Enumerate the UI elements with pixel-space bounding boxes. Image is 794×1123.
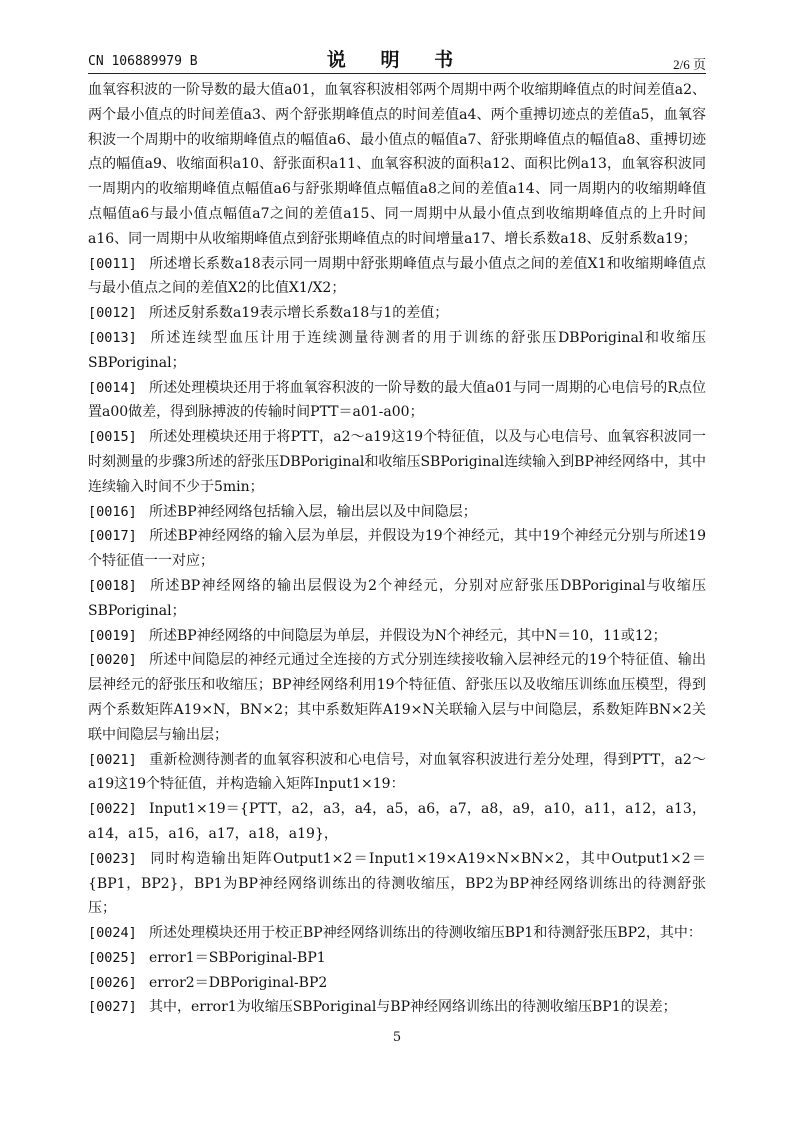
paragraph-text: error2＝DBPoriginal-BP2 [149,974,328,991]
paragraph-0020 [88,648,706,747]
paragraph-text: 所述连续型血压计用于连续测量待测者的用于训练的舒张压DBPoriginal和收缩压SBPoriginal； [88,329,706,371]
paragraph-number: [0026] [88,974,137,991]
paragraph-0026 [88,971,706,996]
paragraph-text: 其中，error1为收缩压SBPoriginal与BP神经网络训练出的待测收缩压BP1的误差； [149,999,677,1016]
page-label: 2/6 页 [673,57,706,72]
paragraph-0017 [88,524,706,574]
paragraph-text: 所述BP神经网络的中间隐层为单层，并假设为N个神经元，其中N＝10，11或12； [149,627,667,644]
paragraph-text: 所述处理模块还用于校正BP神经网络训练出的待测收缩压BP1和待测舒张压BP2，其中： [149,925,702,942]
paragraph-0013 [88,326,706,376]
paragraph-text: 同时构造输出矩阵Output1×2＝Input1×19×A19×N×BN×2，其中Output1×2＝{BP1，BP2}，BP1为BP神经网络训练出的待测收缩压，BP2为BP神经网络训练出的待测舒张压； [88,850,706,917]
paragraph-number: [0014] [88,379,137,396]
paragraph-0019 [88,624,706,649]
paragraph-text: Input1×19＝{PTT，a2，a3，a4，a5，a6，a7，a8，a9，a10，a11，a12，a13，a14，a15，a16，a17，a18，a19}， [88,801,706,842]
paragraph-text: 所述BP神经网络的输入层为单层，并假设为19个神经元，其中19个神经元分别与所述19个特征值一一对应； [88,528,706,570]
paragraph-0025 [88,946,706,971]
paragraph-text: 所述反射系数a19表示增长系数a18与1的差值； [149,305,449,322]
paragraph-number: [0013] [88,329,137,346]
paragraph-0 [88,78,706,252]
paragraph-number: [0016] [88,503,137,520]
paragraph-0012 [88,301,706,326]
paragraph-text: error1＝SBPoriginal-BP1 [149,949,326,966]
paragraph-0022 [88,797,706,847]
paragraph-number: [0021] [88,751,137,768]
patent-number: CN 106889979 B [88,54,198,69]
paragraph-number: [0019] [88,627,137,644]
page-number: 5 [392,1030,402,1045]
paragraph-number: [0027] [88,999,137,1016]
paragraph-text: 所述增长系数a18表示同一周期中舒张期峰值点与最小值点之间的差值X1和收缩期峰值点与最小值点之间的差值X2的比值X1/X2； [88,255,706,297]
page-title: 说 明 书 [326,49,468,71]
paragraph-0024 [88,921,706,946]
document-body [88,78,706,1020]
paragraph-text: 所述处理模块还用于将PTT，a2～a19这19个特征值，以及与心电信号、血氧容积波同一时刻测量的步骤3所述的舒张压DBPoriginal和收缩压SBPoriginal连续输入到BP神经网络中，其中连续输入时间不少于5min； [88,429,706,495]
header-rule [88,73,706,74]
paragraph-text: 所述中间隐层的神经元通过全连接的方式分别连续接收输入层神经元的19个特征值、输出层神经元的舒张压和收缩压；BP神经网络利用19个特征值、舒张压以及收缩压训练血压模型，得到两个系数矩阵A19×N，BN×2；其中系数矩阵A19×N关联输入层与中间隐层，系数矩阵BN×2关联中间隐层与输出层； [88,652,706,743]
paragraph-0016 [88,500,706,525]
paragraph-number: [0020] [88,652,137,669]
paragraph-text: 所述BP神经网络包括输入层，输出层以及中间隐层； [149,503,477,520]
paragraph-0023 [88,847,706,921]
paragraph-text: 所述BP神经网络的输出层假设为2个神经元，分别对应舒张压DBPoriginal与收缩压SBPoriginal； [88,577,706,619]
paragraph-0021 [88,748,706,798]
paragraph-0011 [88,252,706,302]
paragraph-number: [0011] [88,255,137,272]
paragraph-number: [0018] [88,577,137,594]
paragraph-number: [0022] [88,801,137,818]
paragraph-number: [0012] [88,305,137,322]
paragraph-number: [0025] [88,949,137,966]
paragraph-0014 [88,376,706,426]
paragraph-0018 [88,574,706,624]
paragraph-0027 [88,995,706,1020]
paragraph-text: 血氧容积波的一阶导数的最大值a01，血氧容积波相邻两个周期中两个收缩期峰值点的时间差值a2、两个最小值点的时间差值a3、两个舒张期峰值点的时间差值a4、两个重搏切迹点的差值a5，血氧容积波一个周期中的收缩期峰值点的幅值a6、最小值点的幅值a7、舒张期峰值点的幅值a8、重搏切迹点的幅值a9、收缩面积a10、舒张面积a11、血氧容积波的面积a12、面积比例a13，血氧容积波同一周期内的收缩期峰值点幅值a6与舒张期峰值点幅值a8之间的差值a14、同一周期内的收缩期峰值点幅值a6与最小值点幅值a7之间的差值a15、同一周期中从最小值点到收缩期峰值点的上升时间a16、同一周期中从收缩期峰值点到舒张期峰值点的时间增量a17、增长系数a18、反射系数a19； [88,82,706,247]
paragraph-number: [0015] [88,429,137,446]
paragraph-number: [0024] [88,925,137,942]
paragraph-number: [0023] [88,850,137,867]
paragraph-text: 重新检测待测者的血氧容积波和心电信号，对血氧容积波进行差分处理，得到PTT，a2～a19这19个特征值，并构造输入矩阵Input1×19： [88,751,706,793]
paragraph-0015 [88,425,706,499]
paragraph-text: 所述处理模块还用于将血氧容积波的一阶导数的最大值a01与同一周期的心电信号的R点位置a00做差，得到脉搏波的传输时间PTT＝a01-a00； [88,379,706,421]
paragraph-number: [0017] [88,528,137,545]
